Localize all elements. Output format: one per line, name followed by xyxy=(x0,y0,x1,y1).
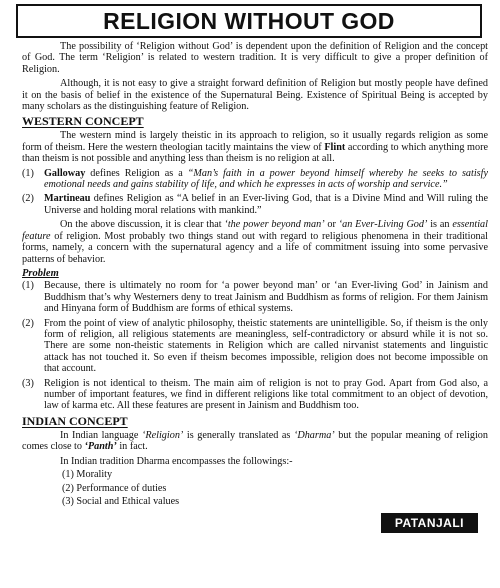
galloway-quote: “Man’s faith in a power beyond himself whereby he seeks to satisfy emotional needs and gains stability of life, and which he expresses in acts of worship and service.” xyxy=(44,167,488,191)
discussion-paragraph xyxy=(22,219,488,265)
dharma-term: ‘Dharma’ xyxy=(293,429,335,441)
list-item: (2) Performance of duties xyxy=(62,482,167,494)
religion-term: ‘Religion’ xyxy=(142,429,184,441)
martineau-quote: “A belief in an Ever-living God, that is a Divine Mind and Will ruling the Universe and holding moral relations with mankind.” xyxy=(44,193,489,216)
western-item-1 xyxy=(22,168,488,191)
indian-concept-heading: INDIAN CONCEPT xyxy=(22,413,128,428)
patanjali-badge: PATANJALI xyxy=(381,513,478,533)
document-body xyxy=(22,41,488,509)
martineau-lead: defines Religion as xyxy=(90,193,177,205)
list-item: (1) Morality xyxy=(62,469,113,480)
problem-item-2 xyxy=(22,318,488,375)
western-text-a: The western mind is largely theistic in its approach to religion, so it usually regards religion as some form of theism. Here the western theologian tacitly maintains the view of xyxy=(22,130,488,153)
essential-feature-term: essential feature xyxy=(22,219,488,242)
problem-item-3 xyxy=(22,378,488,412)
intro-paragraph-1: The possibility of ‘Religion without God’ is dependent upon the definition of Religion and the concept of God. The term ‘Religion’ is related to western tradition. It is very difficult to give a proper definition of Religion. xyxy=(22,41,488,75)
western-item-2 xyxy=(22,193,488,216)
item-text: Religion is not identical to theism. The main aim of religion is not to pray God. Apart from God also, a number of important features, we find in different religions like total commitment to an object of devotion, law of karma etc. All these features are present in Jainism and Buddhism too. xyxy=(44,377,488,412)
quote-ever-living-god: ‘an Ever-Living God’ xyxy=(338,219,428,231)
western-text-b: according to which anything more than theism is not possible and anything less than theism is no religion at all. xyxy=(22,141,488,165)
discussion-mid-1: or xyxy=(324,219,339,231)
discussion-mid-2: is an xyxy=(427,219,453,231)
indian-text-a: In Indian language xyxy=(60,429,142,441)
item-number: (3) xyxy=(22,377,34,389)
indian-paragraph xyxy=(22,430,488,453)
dharma-list xyxy=(22,468,488,509)
problem-heading: Problem xyxy=(22,267,59,279)
list-item: (3) Social and Ethical values xyxy=(62,496,180,507)
dharma-lead: In Indian tradition Dharma encompasses the followings:- xyxy=(60,455,293,467)
item-number: (2) xyxy=(22,193,34,205)
page-title: RELIGION WITHOUT GOD xyxy=(103,7,395,34)
galloway-lead: defines Religion as a xyxy=(85,167,188,179)
intro-paragraph-2: Although, it is not easy to give a straight forward definition of Religion but mostly people have defined it on the basis of belief in the existence of the Supernatural Being. Existence of Spiritual Being is accepted by many scholars as the distinguishing feature of Religion. xyxy=(22,78,488,113)
item-text: From the point of view of analytic philosophy, theistic statements are unintelligible. So, if theism is the only form of religion, all religious statements are meaningless, self-contradictory or absurd while it is not so. There are some non-theistic statements in Religion which are called nirvanist statements and linguistic attack has not touched it. So even if theism becomes impossible, religion does not become impossible on that account. xyxy=(44,317,488,375)
indian-text-b: is generally translated as xyxy=(183,429,294,441)
quote-power-beyond-man: ‘the power beyond man’ xyxy=(224,219,325,231)
flint-term: Flint xyxy=(324,141,346,153)
discussion-text-b: of religion. Most probably two things stand out with regard to religious phenomena in their traditional forms, namely, a concern with the supernatural agency and a life of commitment issuing into some pervasive patterns of behavior. xyxy=(22,230,488,265)
item-number: (1) xyxy=(22,167,34,179)
western-concept-heading: WESTERN CONCEPT xyxy=(22,114,144,129)
indian-text-c: but the popular meaning of religion comes close to xyxy=(22,429,488,453)
title-box xyxy=(16,4,482,38)
galloway-name: Galloway xyxy=(44,167,86,179)
item-text: Because, there is ultimately no room for ‘a power beyond man’ or ‘an Ever-living God’ in Jainism and Buddhism that’s why Westerners deny to treat Jainism and Buddhism as forms of religion. For them Jainism and Hinyana form of Buddhism are forms of ethical systems. xyxy=(44,280,488,315)
item-text xyxy=(44,193,488,216)
martineau-name: Martineau xyxy=(44,193,91,205)
item-number: (1) xyxy=(22,280,34,292)
item-number: (2) xyxy=(22,317,34,329)
item-text xyxy=(44,168,488,191)
problem-item-1 xyxy=(22,280,488,314)
panth-term: ‘Panth’ xyxy=(84,441,117,453)
discussion-text-a: On the above discussion, it is clear that xyxy=(60,219,225,231)
western-paragraph xyxy=(22,130,488,164)
indian-text-d: in fact. xyxy=(116,441,148,453)
